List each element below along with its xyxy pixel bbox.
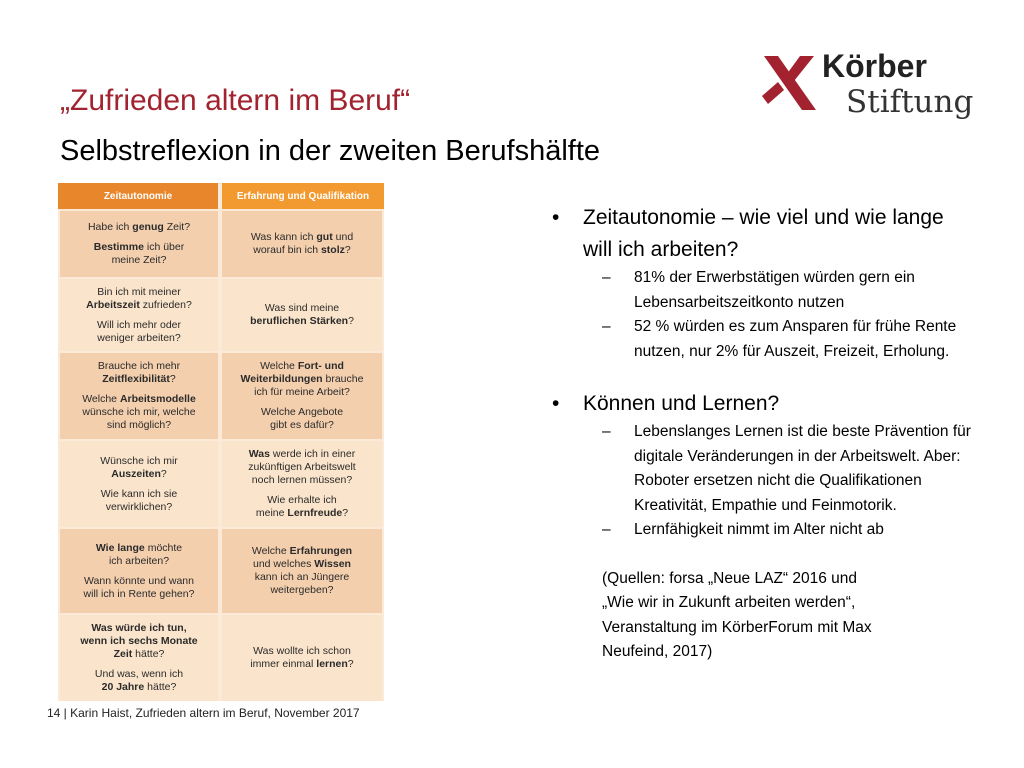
self-reflection-table [58, 183, 384, 701]
table-cell [60, 353, 218, 439]
slide-subtitle: Selbstreflexion in der zweiten Berufshälfte [60, 135, 601, 167]
sub-bullet-item: – 81% der Erwerbstätigen würden gern ein Lebensarbeitszeitkonto nutzen [552, 266, 972, 315]
table-cell-text: Was kann ich gut und worauf bin ich stolz? [250, 231, 354, 256]
table-cell-text: Was sind meine beruflichen Stärken? [250, 302, 354, 327]
table-cell [60, 211, 218, 277]
table-cell [222, 529, 382, 613]
table-cell-text: Wann könnte und wann will ich in Rente gehen? [83, 574, 195, 600]
sub-bullet-item: – 52 % würden es zum Ansparen für frühe Rente nutzen, nur 2% für Auszeit, Freizeit, Erholung. [552, 315, 972, 364]
table-cell-text: Welche Arbeitsmodelle wünsche ich mir, welche sind möglich? [82, 393, 196, 431]
sub-bullet-item: – Lernfähigkeit nimmt im Alter nicht ab [552, 518, 972, 543]
table-cell-text: Welche Erfahrungen und welches Wissen kann ich an Jüngere weitergeben? [251, 545, 353, 596]
table-cell-text: Was werde ich in einer zukünftigen Arbeitswelt noch lernen müssen? [248, 448, 356, 486]
table-header-zeitautonomie: Zeitautonomie [58, 183, 218, 209]
table-cell-text: Wie lange möchte ich arbeiten? [95, 541, 183, 567]
sub-bullet-item: – Lebenslanges Lernen ist die beste Prävention für digitale Veränderungen in der Arbeitswelt. Aber: Roboter ersetzen nicht die Qualifikationen Kreativität, Empathie und Feinmotorik. [552, 420, 972, 518]
table-cell [222, 615, 382, 701]
table-cell [222, 353, 382, 439]
table-cell-text: Wünsche ich mir Auszeiten? [100, 454, 178, 480]
table-cell [222, 441, 382, 527]
logo-text-stiftung: Stiftung [846, 84, 974, 120]
dash-icon: – [602, 269, 611, 286]
bullet-dot-icon: • [552, 206, 560, 229]
table-cell-text: Habe ich genug Zeit? [87, 221, 191, 233]
table-cell-text: Bin ich mit meiner Arbeitszeit zufrieden? [86, 285, 192, 311]
table-cell [222, 279, 382, 351]
table-cell [60, 615, 218, 701]
koerber-x-icon [760, 52, 818, 114]
table-cell-text: Und was, wenn ich 20 Jahre hätte? [94, 668, 184, 693]
table-cell-text: Welche Angebote gibt es dafür? [260, 406, 344, 431]
sources-text: (Quellen: forsa „Neue LAZ“ 2016 und „Wie wir in Zukunft arbeiten werden“, Veranstaltung im KörberForum mit Max Neufeind, 2017) [602, 569, 872, 660]
table-cell [60, 529, 218, 613]
bullet-dot-icon: • [552, 392, 560, 415]
table-cell-text: Wie kann ich sie verwirklichen? [100, 487, 178, 513]
koerber-stiftung-logo [760, 48, 980, 128]
dash-icon: – [602, 521, 611, 538]
dash-icon: – [602, 318, 611, 335]
logo-text-koerber: Körber [822, 48, 927, 84]
table-cell-text: Was wollte ich schon immer einmal lernen? [250, 645, 354, 670]
table-cell-text: Bestimme ich über meine Zeit? [93, 241, 185, 266]
table-cell-text: Brauche ich mehr Zeitflexibilität? [97, 360, 181, 385]
bullet-item: • Zeitautonomie – wie viel und wie lange will ich arbeiten? [552, 202, 972, 266]
table-cell-text: Welche Fort- und Weiterbildungen brauche ich für meine Arbeit? [240, 360, 364, 398]
table-header-erfahrung: Erfahrung und Qualifikation [222, 183, 384, 209]
table-cell-text: Wie erhalte ich meine Lernfreude? [255, 494, 349, 519]
table-cell [222, 211, 382, 277]
table-cell-text: Was würde ich tun, wenn ich sechs Monate Zeit hätte? [80, 622, 198, 660]
slide-footer: 14 | Karin Haist, Zufrieden altern im Beruf, November 2017 [47, 706, 360, 720]
slide-title: „Zufrieden altern im Beruf“ [60, 84, 411, 117]
dash-icon: – [602, 423, 611, 440]
table-cell [60, 441, 218, 527]
table-cell-text: Will ich mehr oder weniger arbeiten? [96, 318, 182, 344]
bullet-item: • Können und Lernen? [552, 388, 972, 420]
bullet-list [552, 202, 972, 665]
table-cell [60, 279, 218, 351]
